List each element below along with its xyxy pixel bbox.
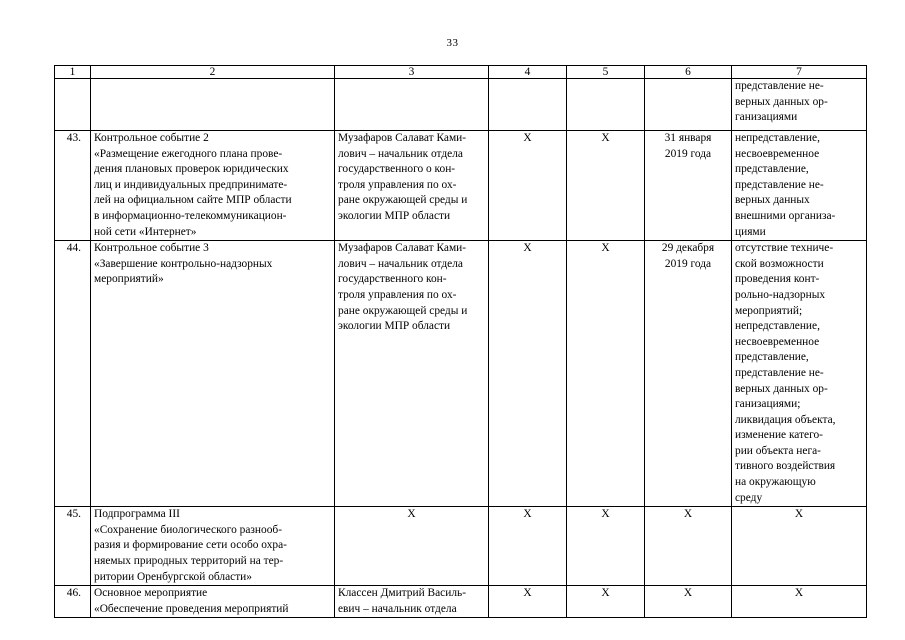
cell-line: лиц и индивидуальных предпринимате- — [94, 178, 288, 191]
cell-line: Х — [794, 508, 804, 521]
table-cell — [335, 79, 489, 131]
cell-line: циями — [735, 225, 766, 238]
cell-line: на окружающую — [735, 476, 816, 489]
event-name-cell — [91, 507, 335, 586]
table-row — [55, 131, 867, 241]
table-row — [55, 241, 867, 507]
cell-line: среду — [735, 491, 763, 504]
cell-line: ной сети «Интернет» — [94, 225, 197, 238]
cell-line: государственного о кон- — [338, 163, 456, 176]
cell-line: Х — [407, 508, 416, 521]
event-date-cell — [645, 507, 732, 586]
cell-line: дения плановых проверок юридических — [94, 163, 289, 176]
risk-cell — [732, 79, 867, 131]
cell-line: лович – начальник отдела — [338, 147, 463, 160]
cell-line: Классен Дмитрий Василь- — [338, 587, 466, 600]
event-date-cell — [645, 241, 732, 507]
cell-line: Х — [794, 587, 804, 600]
column-header: 3 — [335, 66, 489, 79]
cell-line: представление не- — [735, 178, 824, 191]
cell-line: Х — [683, 587, 693, 600]
end-date-cell: Х — [567, 586, 645, 618]
start-date-cell: Х — [489, 507, 567, 586]
cell-line: в информационно-телекоммуникацион- — [94, 209, 287, 222]
column-header: 2 — [91, 66, 335, 79]
cell-line: 2019 года — [664, 147, 712, 160]
cell-line: непредставление, — [735, 320, 820, 333]
event-date-cell — [645, 586, 732, 618]
cell-line: верных данных — [735, 194, 810, 207]
cell-line: «Обеспечение проведения мероприятий — [94, 602, 289, 615]
cell-line: «Размещение ежегодного плана прове- — [94, 147, 283, 160]
cell-line: ритории Оренбургской области» — [94, 570, 252, 583]
end-date-cell: Х — [567, 507, 645, 586]
risk-cell — [732, 586, 867, 618]
cell-line: мероприятий; — [735, 304, 803, 317]
event-date-cell — [645, 131, 732, 241]
risk-cell — [732, 507, 867, 586]
table-cell — [645, 79, 732, 131]
cell-line: ской возможности — [735, 257, 824, 270]
start-date-cell: Х — [489, 586, 567, 618]
column-header: 7 — [732, 66, 867, 79]
cell-line: ране окружающей среды и — [338, 304, 468, 317]
start-date-cell: Х — [489, 131, 567, 241]
cell-line: верных данных ор- — [735, 95, 828, 108]
row-number: 44. — [55, 241, 91, 507]
cell-line: лович – начальник отдела — [338, 257, 463, 270]
cell-line: троля управления по ох- — [338, 178, 457, 191]
cell-line: изменение катего- — [735, 429, 823, 442]
cell-line: 29 декабря — [661, 242, 715, 255]
continuation-row — [55, 79, 867, 131]
column-header: 5 — [567, 66, 645, 79]
cell-line: 31 января — [664, 132, 712, 144]
event-name-cell — [91, 131, 335, 241]
cell-line: Контрольное событие 2 — [94, 132, 209, 144]
column-header: 6 — [645, 66, 732, 79]
cell-line: экологии МПР области — [338, 209, 451, 222]
cell-line: ганизациями — [735, 111, 798, 124]
cell-line: представление, — [735, 351, 809, 364]
cell-line: непредставление, — [735, 132, 820, 144]
cell-line: Х — [683, 508, 693, 521]
cell-line: проведения конт- — [735, 273, 820, 286]
row-number: 46. — [55, 586, 91, 618]
cell-line: ганизациями; — [735, 398, 801, 411]
cell-line: несвоевременное — [735, 335, 820, 348]
responsible-cell — [335, 241, 489, 507]
cell-line: 2019 года — [664, 257, 712, 270]
cell-line: евич – начальник отдела — [338, 602, 457, 615]
row-number: 43. — [55, 131, 91, 241]
risk-cell — [732, 131, 867, 241]
cell-line: внешними организа- — [735, 209, 836, 222]
events-table — [54, 65, 867, 618]
cell-line: верных данных ор- — [735, 382, 828, 395]
cell-line: представление, — [735, 163, 809, 176]
responsible-cell — [335, 507, 489, 586]
cell-line: ране окружающей среды и — [338, 194, 468, 207]
cell-line: рольно-надзорных — [735, 288, 826, 301]
cell-line: няемых природных территорий на тер- — [94, 555, 284, 568]
cell-line: экологии МПР области — [338, 320, 451, 333]
cell-line: отсутствие техниче- — [735, 242, 834, 255]
cell-line: Подпрограмма III — [94, 508, 180, 521]
cell-line: ликвидация объекта, — [735, 413, 836, 426]
column-header: 1 — [55, 66, 91, 79]
cell-line: мероприятий» — [94, 273, 164, 286]
cell-line: Основное мероприятие — [94, 587, 208, 600]
cell-line: «Сохранение биологического разнооб- — [94, 523, 283, 536]
table-row — [55, 507, 867, 586]
cell-line: разия и формирование сети особо охра- — [94, 539, 287, 552]
row-number: 45. — [55, 507, 91, 586]
cell-line: представление не- — [735, 80, 824, 92]
table-cell — [567, 79, 645, 131]
responsible-cell — [335, 586, 489, 618]
table-cell — [91, 79, 335, 131]
table-row — [55, 586, 867, 618]
cell-line: несвоевременное — [735, 147, 820, 160]
cell-line: Музафаров Салават Ками- — [338, 242, 467, 255]
end-date-cell: Х — [567, 131, 645, 241]
page-number: 33 — [446, 37, 459, 49]
cell-line: государственного кон- — [338, 273, 447, 286]
cell-line: лей на официальном сайте МПР области — [94, 194, 292, 207]
column-header: 4 — [489, 66, 567, 79]
cell-line: представление не- — [735, 366, 824, 379]
header-row — [55, 66, 867, 79]
cell-line: рии объекта нега- — [735, 444, 821, 457]
cell-line: Музафаров Салават Ками- — [338, 132, 467, 144]
table-cell — [489, 79, 567, 131]
end-date-cell: Х — [567, 241, 645, 507]
table-cell — [55, 79, 91, 131]
cell-line: троля управления по ох- — [338, 288, 457, 301]
cell-line: Контрольное событие 3 — [94, 242, 209, 255]
risk-cell — [732, 241, 867, 507]
start-date-cell: Х — [489, 241, 567, 507]
cell-line: тивного воздействия — [735, 460, 836, 473]
cell-line: «Завершение контрольно-надзорных — [94, 257, 273, 270]
event-name-cell — [91, 586, 335, 618]
responsible-cell — [335, 131, 489, 241]
event-name-cell — [91, 241, 335, 507]
